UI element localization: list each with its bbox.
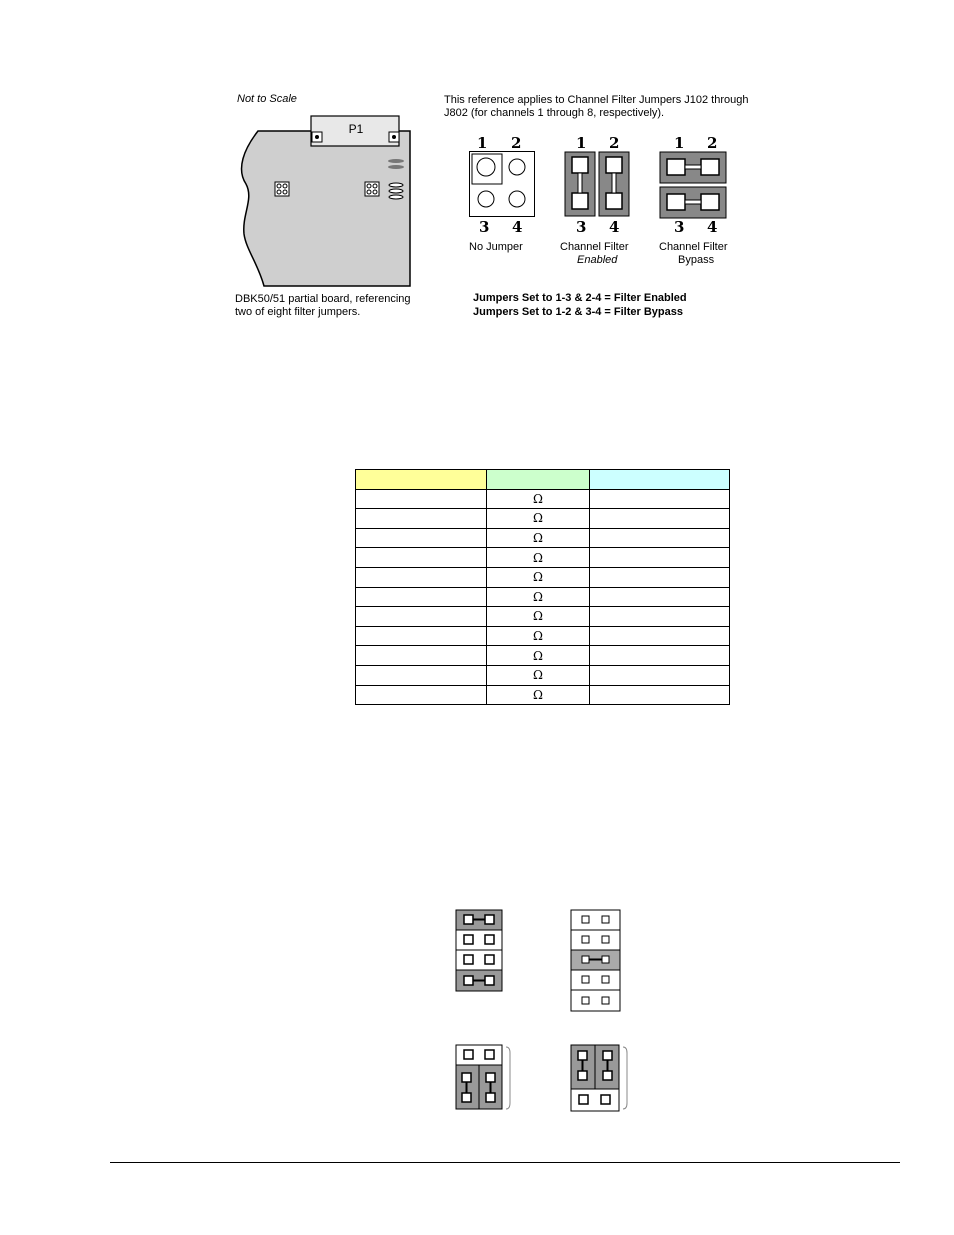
not-to-scale-label: Not to Scale xyxy=(237,93,297,105)
no-jumper-pin-3: 3 xyxy=(479,218,490,236)
bypass-label-line1: Channel Filter xyxy=(659,241,728,253)
table-row xyxy=(356,587,730,607)
enabled-pin-2: 2 xyxy=(609,134,620,152)
filter-bypass-diagram xyxy=(659,151,729,219)
no-jumper-pin-1: 1 xyxy=(477,134,488,152)
enabled-label-line1: Channel Filter xyxy=(560,241,629,253)
ohm-cell: Ω xyxy=(487,607,590,627)
filter-resistor-table xyxy=(355,469,730,705)
partial-board-diagram xyxy=(234,114,414,290)
board-caption-line1: DBK50/51 partial board, referencing xyxy=(235,293,411,305)
table-header-row xyxy=(356,470,730,490)
bypass-pin-2: 2 xyxy=(707,134,718,152)
ohm-cell: Ω xyxy=(487,665,590,685)
rule-filter-bypass: Jumpers Set to 1-2 & 3-4 = Filter Bypass xyxy=(473,306,683,318)
ohm-cell: Ω xyxy=(487,567,590,587)
ohm-cell: Ω xyxy=(487,685,590,705)
reference-text-line1: This reference applies to Channel Filter Jumpers J102 through xyxy=(444,94,749,106)
ohm-cell: Ω xyxy=(487,626,590,646)
enabled-label-line2: Enabled xyxy=(577,254,618,266)
ohm-cell: Ω xyxy=(487,587,590,607)
bypass-pin-4: 4 xyxy=(707,218,718,236)
no-jumper-pin-4: 4 xyxy=(512,218,523,236)
table-row xyxy=(356,509,730,529)
jumper-block-right-bottom xyxy=(570,1043,630,1113)
filter-enabled-diagram xyxy=(564,151,632,217)
ohm-cell: Ω xyxy=(487,509,590,529)
board-caption-line2: two of eight filter jumpers. xyxy=(235,306,361,318)
table-row xyxy=(356,607,730,627)
header-cell-3 xyxy=(590,470,730,490)
header-cell-1 xyxy=(356,470,487,490)
bypass-pin-3: 3 xyxy=(674,218,685,236)
no-jumper-pin-2: 2 xyxy=(511,134,522,152)
enabled-pin-1: 1 xyxy=(576,134,587,152)
ohm-cell: Ω xyxy=(487,646,590,666)
table-row xyxy=(356,528,730,548)
connector-p1-label: P1 xyxy=(348,122,364,136)
enabled-pin-3: 3 xyxy=(576,218,587,236)
enabled-pin-4: 4 xyxy=(609,218,620,236)
rule-filter-enabled: Jumpers Set to 1-3 & 2-4 = Filter Enabled xyxy=(473,292,687,304)
table-row xyxy=(356,685,730,705)
ohm-cell: Ω xyxy=(487,548,590,568)
footer-rule xyxy=(110,1162,900,1163)
jumper-block-left-top xyxy=(455,909,505,993)
header-cell-2 xyxy=(487,470,590,490)
bypass-label-line2: Bypass xyxy=(678,254,715,266)
no-jumper-diagram xyxy=(469,151,535,217)
table-row xyxy=(356,489,730,509)
ohm-cell: Ω xyxy=(487,528,590,548)
table-row xyxy=(356,646,730,666)
table-row xyxy=(356,626,730,646)
jumper-block-right-top xyxy=(570,909,622,1013)
ohm-cell: Ω xyxy=(487,489,590,509)
no-jumper-label: No Jumper xyxy=(469,241,523,253)
table-row xyxy=(356,665,730,685)
table-row xyxy=(356,567,730,587)
table-row xyxy=(356,548,730,568)
reference-text-line2: J802 (for channels 1 through 8, respectively). xyxy=(444,107,665,119)
jumper-block-left-bottom xyxy=(455,1043,513,1111)
bypass-pin-1: 1 xyxy=(674,134,685,152)
